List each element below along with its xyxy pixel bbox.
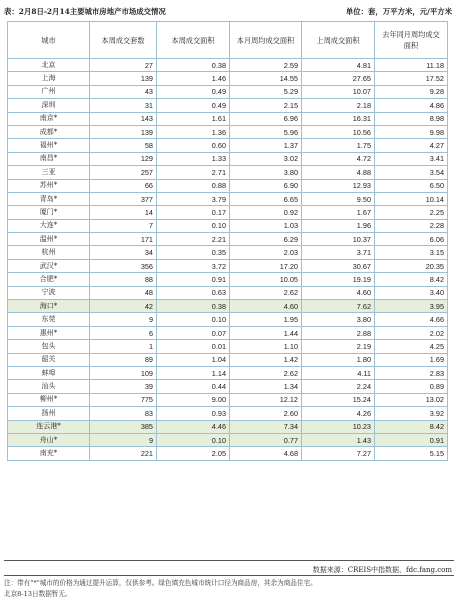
table-row <box>8 152 448 165</box>
weekly-units-cell: 356 <box>90 259 157 272</box>
month-avg-area-cell: 6.90 <box>230 179 302 192</box>
data-source: 数据来源：CREIS中指数据，fdc.fang.com <box>312 566 452 574</box>
weekly-units-cell: 88 <box>90 273 157 286</box>
city-cell: 温州* <box>8 233 90 246</box>
table-row <box>8 407 448 420</box>
table-row <box>8 179 448 192</box>
city-cell: 扬州 <box>8 407 90 420</box>
weekly-area-cell: 1.36 <box>157 125 230 138</box>
last-year-avg-area-cell: 6.06 <box>375 233 448 246</box>
footer-divider-bottom <box>4 575 454 576</box>
last-year-avg-area-cell: 8.98 <box>375 112 448 125</box>
last-year-avg-area-cell: 8.42 <box>375 273 448 286</box>
weekly-units-cell: 143 <box>90 112 157 125</box>
month-avg-area-cell: 4.68 <box>230 447 302 460</box>
table-row <box>8 393 448 406</box>
weekly-area-cell: 1.61 <box>157 112 230 125</box>
last-week-area-cell: 2.88 <box>302 326 375 339</box>
weekly-area-cell: 1.33 <box>157 152 230 165</box>
city-cell: 汕头 <box>8 380 90 393</box>
last-year-avg-area-cell: 2.25 <box>375 206 448 219</box>
month-avg-area-cell: 12.12 <box>230 393 302 406</box>
column-header-last-week-area: 上周成交面积 <box>302 22 375 59</box>
last-week-area-cell: 1.96 <box>302 219 375 232</box>
city-cell: 东莞 <box>8 313 90 326</box>
city-cell: 广州 <box>8 85 90 98</box>
weekly-units-cell: 83 <box>90 407 157 420</box>
weekly-units-cell: 42 <box>90 300 157 313</box>
month-avg-area-cell: 2.62 <box>230 286 302 299</box>
month-avg-area-cell: 14.55 <box>230 72 302 85</box>
table-row <box>8 326 448 339</box>
month-avg-area-cell: 1.37 <box>230 139 302 152</box>
weekly-area-cell: 0.88 <box>157 179 230 192</box>
weekly-units-cell: 171 <box>90 233 157 246</box>
weekly-area-cell: 2.71 <box>157 166 230 179</box>
month-avg-area-cell: 17.20 <box>230 259 302 272</box>
last-year-avg-area-cell: 3.92 <box>375 407 448 420</box>
last-year-avg-area-cell: 20.35 <box>375 259 448 272</box>
last-week-area-cell: 4.72 <box>302 152 375 165</box>
weekly-units-cell: 129 <box>90 152 157 165</box>
table-row <box>8 300 448 313</box>
weekly-units-cell: 139 <box>90 72 157 85</box>
last-week-area-cell: 9.50 <box>302 192 375 205</box>
last-week-area-cell: 1.75 <box>302 139 375 152</box>
table-row <box>8 366 448 379</box>
weekly-units-cell: 9 <box>90 313 157 326</box>
city-cell: 南昌* <box>8 152 90 165</box>
city-cell: 南充* <box>8 447 90 460</box>
city-cell: 宁波 <box>8 286 90 299</box>
last-year-avg-area-cell: 4.27 <box>375 139 448 152</box>
last-year-avg-area-cell: 3.40 <box>375 286 448 299</box>
city-cell: 武汉* <box>8 259 90 272</box>
city-cell: 青岛* <box>8 192 90 205</box>
city-cell: 成都* <box>8 125 90 138</box>
weekly-area-cell: 0.60 <box>157 139 230 152</box>
table-title: 表：2月8日-2月14主要城市房地产市场成交情况 <box>4 7 166 16</box>
weekly-area-cell: 0.38 <box>157 59 230 72</box>
last-week-area-cell: 30.67 <box>302 259 375 272</box>
last-week-area-cell: 4.26 <box>302 407 375 420</box>
city-cell: 海口* <box>8 300 90 313</box>
last-week-area-cell: 27.65 <box>302 72 375 85</box>
weekly-units-cell: 9 <box>90 433 157 446</box>
table-row <box>8 259 448 272</box>
column-header-month-avg-area: 本月周均成交面积 <box>230 22 302 59</box>
weekly-area-cell: 0.07 <box>157 326 230 339</box>
unit-label: 单位：套，万平方米，元/平方米 <box>345 7 452 16</box>
last-week-area-cell: 1.67 <box>302 206 375 219</box>
month-avg-area-cell: 1.44 <box>230 326 302 339</box>
month-avg-area-cell: 6.65 <box>230 192 302 205</box>
last-week-area-cell: 2.18 <box>302 99 375 112</box>
table-body <box>8 59 448 461</box>
table-row <box>8 313 448 326</box>
table-row <box>8 112 448 125</box>
last-week-area-cell: 4.88 <box>302 166 375 179</box>
last-year-avg-area-cell: 2.02 <box>375 326 448 339</box>
table-row <box>8 233 448 246</box>
month-avg-area-cell: 5.29 <box>230 85 302 98</box>
city-cell: 福州* <box>8 139 90 152</box>
weekly-area-cell: 0.10 <box>157 433 230 446</box>
last-week-area-cell: 15.24 <box>302 393 375 406</box>
weekly-area-cell: 3.79 <box>157 192 230 205</box>
weekly-area-cell: 2.21 <box>157 233 230 246</box>
weekly-area-cell: 0.35 <box>157 246 230 259</box>
last-week-area-cell: 10.37 <box>302 233 375 246</box>
last-year-avg-area-cell: 17.52 <box>375 72 448 85</box>
weekly-area-cell: 0.93 <box>157 407 230 420</box>
city-cell: 南京* <box>8 112 90 125</box>
last-year-avg-area-cell: 5.15 <box>375 447 448 460</box>
weekly-area-cell: 1.14 <box>157 366 230 379</box>
weekly-units-cell: 221 <box>90 447 157 460</box>
month-avg-area-cell: 2.59 <box>230 59 302 72</box>
table-row <box>8 420 448 433</box>
table-row <box>8 72 448 85</box>
last-year-avg-area-cell: 4.86 <box>375 99 448 112</box>
weekly-area-cell: 0.38 <box>157 300 230 313</box>
last-year-avg-area-cell: 2.83 <box>375 366 448 379</box>
last-year-avg-area-cell: 2.28 <box>375 219 448 232</box>
footnote: 注：带有"*"城市的价格为通过提升运算，仅供参考。绿色填充色城市统计口径为商品房，其余为商品住宅。 <box>4 579 317 587</box>
table-header-row <box>8 22 448 59</box>
weekly-area-cell: 9.00 <box>157 393 230 406</box>
last-week-area-cell: 12.93 <box>302 179 375 192</box>
weekly-area-cell: 2.05 <box>157 447 230 460</box>
city-cell: 连云港* <box>8 420 90 433</box>
month-avg-area-cell: 1.95 <box>230 313 302 326</box>
table-row <box>8 273 448 286</box>
weekly-units-cell: 109 <box>90 366 157 379</box>
city-cell: 上海 <box>8 72 90 85</box>
month-avg-area-cell: 2.62 <box>230 366 302 379</box>
month-avg-area-cell: 2.15 <box>230 99 302 112</box>
city-cell: 厦门* <box>8 206 90 219</box>
last-year-avg-area-cell: 9.28 <box>375 85 448 98</box>
city-cell: 大连* <box>8 219 90 232</box>
month-avg-area-cell: 1.34 <box>230 380 302 393</box>
weekly-units-cell: 66 <box>90 179 157 192</box>
weekly-area-cell: 1.04 <box>157 353 230 366</box>
weekly-units-cell: 775 <box>90 393 157 406</box>
month-avg-area-cell: 10.05 <box>230 273 302 286</box>
last-year-avg-area-cell: 10.14 <box>375 192 448 205</box>
last-year-avg-area-cell: 3.54 <box>375 166 448 179</box>
last-week-area-cell: 7.62 <box>302 300 375 313</box>
weekly-units-cell: 1 <box>90 340 157 353</box>
weekly-units-cell: 14 <box>90 206 157 219</box>
last-year-avg-area-cell: 3.41 <box>375 152 448 165</box>
weekly-area-cell: 3.72 <box>157 259 230 272</box>
month-avg-area-cell: 1.42 <box>230 353 302 366</box>
weekly-units-cell: 139 <box>90 125 157 138</box>
last-year-avg-area-cell: 0.91 <box>375 433 448 446</box>
month-avg-area-cell: 0.77 <box>230 433 302 446</box>
table-row <box>8 246 448 259</box>
last-week-area-cell: 1.80 <box>302 353 375 366</box>
last-week-area-cell: 3.80 <box>302 313 375 326</box>
weekly-units-cell: 7 <box>90 219 157 232</box>
weekly-units-cell: 6 <box>90 326 157 339</box>
city-cell: 三亚 <box>8 166 90 179</box>
city-cell: 杭州 <box>8 246 90 259</box>
weekly-area-cell: 0.10 <box>157 219 230 232</box>
last-week-area-cell: 10.07 <box>302 85 375 98</box>
city-cell: 合肥* <box>8 273 90 286</box>
weekly-units-cell: 58 <box>90 139 157 152</box>
weekly-units-cell: 34 <box>90 246 157 259</box>
month-avg-area-cell: 2.03 <box>230 246 302 259</box>
month-avg-area-cell: 0.92 <box>230 206 302 219</box>
last-week-area-cell: 19.19 <box>302 273 375 286</box>
table-row <box>8 166 448 179</box>
weekly-units-cell: 89 <box>90 353 157 366</box>
last-week-area-cell: 4.81 <box>302 59 375 72</box>
footnote-beijing: 北京8-13日数据暂无。 <box>4 590 72 598</box>
month-avg-area-cell: 3.80 <box>230 166 302 179</box>
table-row <box>8 59 448 72</box>
last-year-avg-area-cell: 6.50 <box>375 179 448 192</box>
transaction-table <box>7 21 448 461</box>
last-year-avg-area-cell: 9.98 <box>375 125 448 138</box>
city-cell: 苏州* <box>8 179 90 192</box>
table-row <box>8 433 448 446</box>
table-row <box>8 99 448 112</box>
month-avg-area-cell: 6.96 <box>230 112 302 125</box>
last-week-area-cell: 4.11 <box>302 366 375 379</box>
month-avg-area-cell: 6.29 <box>230 233 302 246</box>
last-year-avg-area-cell: 1.69 <box>375 353 448 366</box>
column-header-weekly-units: 本周成交套数 <box>90 22 157 59</box>
last-week-area-cell: 3.71 <box>302 246 375 259</box>
weekly-area-cell: 0.17 <box>157 206 230 219</box>
table-row <box>8 206 448 219</box>
weekly-area-cell: 0.44 <box>157 380 230 393</box>
last-week-area-cell: 10.23 <box>302 420 375 433</box>
city-cell: 北京 <box>8 59 90 72</box>
city-cell: 深圳 <box>8 99 90 112</box>
month-avg-area-cell: 5.96 <box>230 125 302 138</box>
weekly-units-cell: 31 <box>90 99 157 112</box>
month-avg-area-cell: 1.03 <box>230 219 302 232</box>
month-avg-area-cell: 7.34 <box>230 420 302 433</box>
table-row <box>8 286 448 299</box>
last-year-avg-area-cell: 3.15 <box>375 246 448 259</box>
table-row <box>8 85 448 98</box>
weekly-units-cell: 48 <box>90 286 157 299</box>
weekly-units-cell: 39 <box>90 380 157 393</box>
last-year-avg-area-cell: 8.42 <box>375 420 448 433</box>
last-week-area-cell: 1.43 <box>302 433 375 446</box>
city-cell: 惠州* <box>8 326 90 339</box>
city-cell: 包头 <box>8 340 90 353</box>
last-week-area-cell: 7.27 <box>302 447 375 460</box>
table-row <box>8 139 448 152</box>
weekly-units-cell: 43 <box>90 85 157 98</box>
month-avg-area-cell: 2.60 <box>230 407 302 420</box>
table-row <box>8 447 448 460</box>
last-year-avg-area-cell: 0.89 <box>375 380 448 393</box>
last-week-area-cell: 2.19 <box>302 340 375 353</box>
weekly-area-cell: 0.10 <box>157 313 230 326</box>
last-year-avg-area-cell: 11.18 <box>375 59 448 72</box>
table-row <box>8 340 448 353</box>
month-avg-area-cell: 1.10 <box>230 340 302 353</box>
city-cell: 韶关 <box>8 353 90 366</box>
last-week-area-cell: 10.56 <box>302 125 375 138</box>
weekly-area-cell: 0.49 <box>157 85 230 98</box>
footer-divider-top <box>4 560 454 561</box>
month-avg-area-cell: 4.60 <box>230 300 302 313</box>
column-header-last-year-avg-area: 去年同月周均成交面积 <box>375 22 448 59</box>
last-year-avg-area-cell: 3.95 <box>375 300 448 313</box>
weekly-area-cell: 1.46 <box>157 72 230 85</box>
column-header-weekly-area: 本周成交面积 <box>157 22 230 59</box>
weekly-area-cell: 4.46 <box>157 420 230 433</box>
last-year-avg-area-cell: 4.66 <box>375 313 448 326</box>
table-row <box>8 192 448 205</box>
last-week-area-cell: 16.31 <box>302 112 375 125</box>
month-avg-area-cell: 3.02 <box>230 152 302 165</box>
weekly-units-cell: 377 <box>90 192 157 205</box>
last-year-avg-area-cell: 4.25 <box>375 340 448 353</box>
last-week-area-cell: 2.24 <box>302 380 375 393</box>
table-row <box>8 125 448 138</box>
last-year-avg-area-cell: 13.02 <box>375 393 448 406</box>
weekly-area-cell: 0.63 <box>157 286 230 299</box>
city-cell: 蚌埠 <box>8 366 90 379</box>
table-row <box>8 380 448 393</box>
column-header-city: 城市 <box>8 22 90 59</box>
table-row <box>8 219 448 232</box>
weekly-area-cell: 0.01 <box>157 340 230 353</box>
weekly-units-cell: 27 <box>90 59 157 72</box>
city-cell: 舟山* <box>8 433 90 446</box>
page-header <box>4 5 454 19</box>
weekly-area-cell: 0.91 <box>157 273 230 286</box>
weekly-units-cell: 385 <box>90 420 157 433</box>
weekly-area-cell: 0.49 <box>157 99 230 112</box>
city-cell: 柳州* <box>8 393 90 406</box>
last-week-area-cell: 4.60 <box>302 286 375 299</box>
table-row <box>8 353 448 366</box>
weekly-units-cell: 257 <box>90 166 157 179</box>
